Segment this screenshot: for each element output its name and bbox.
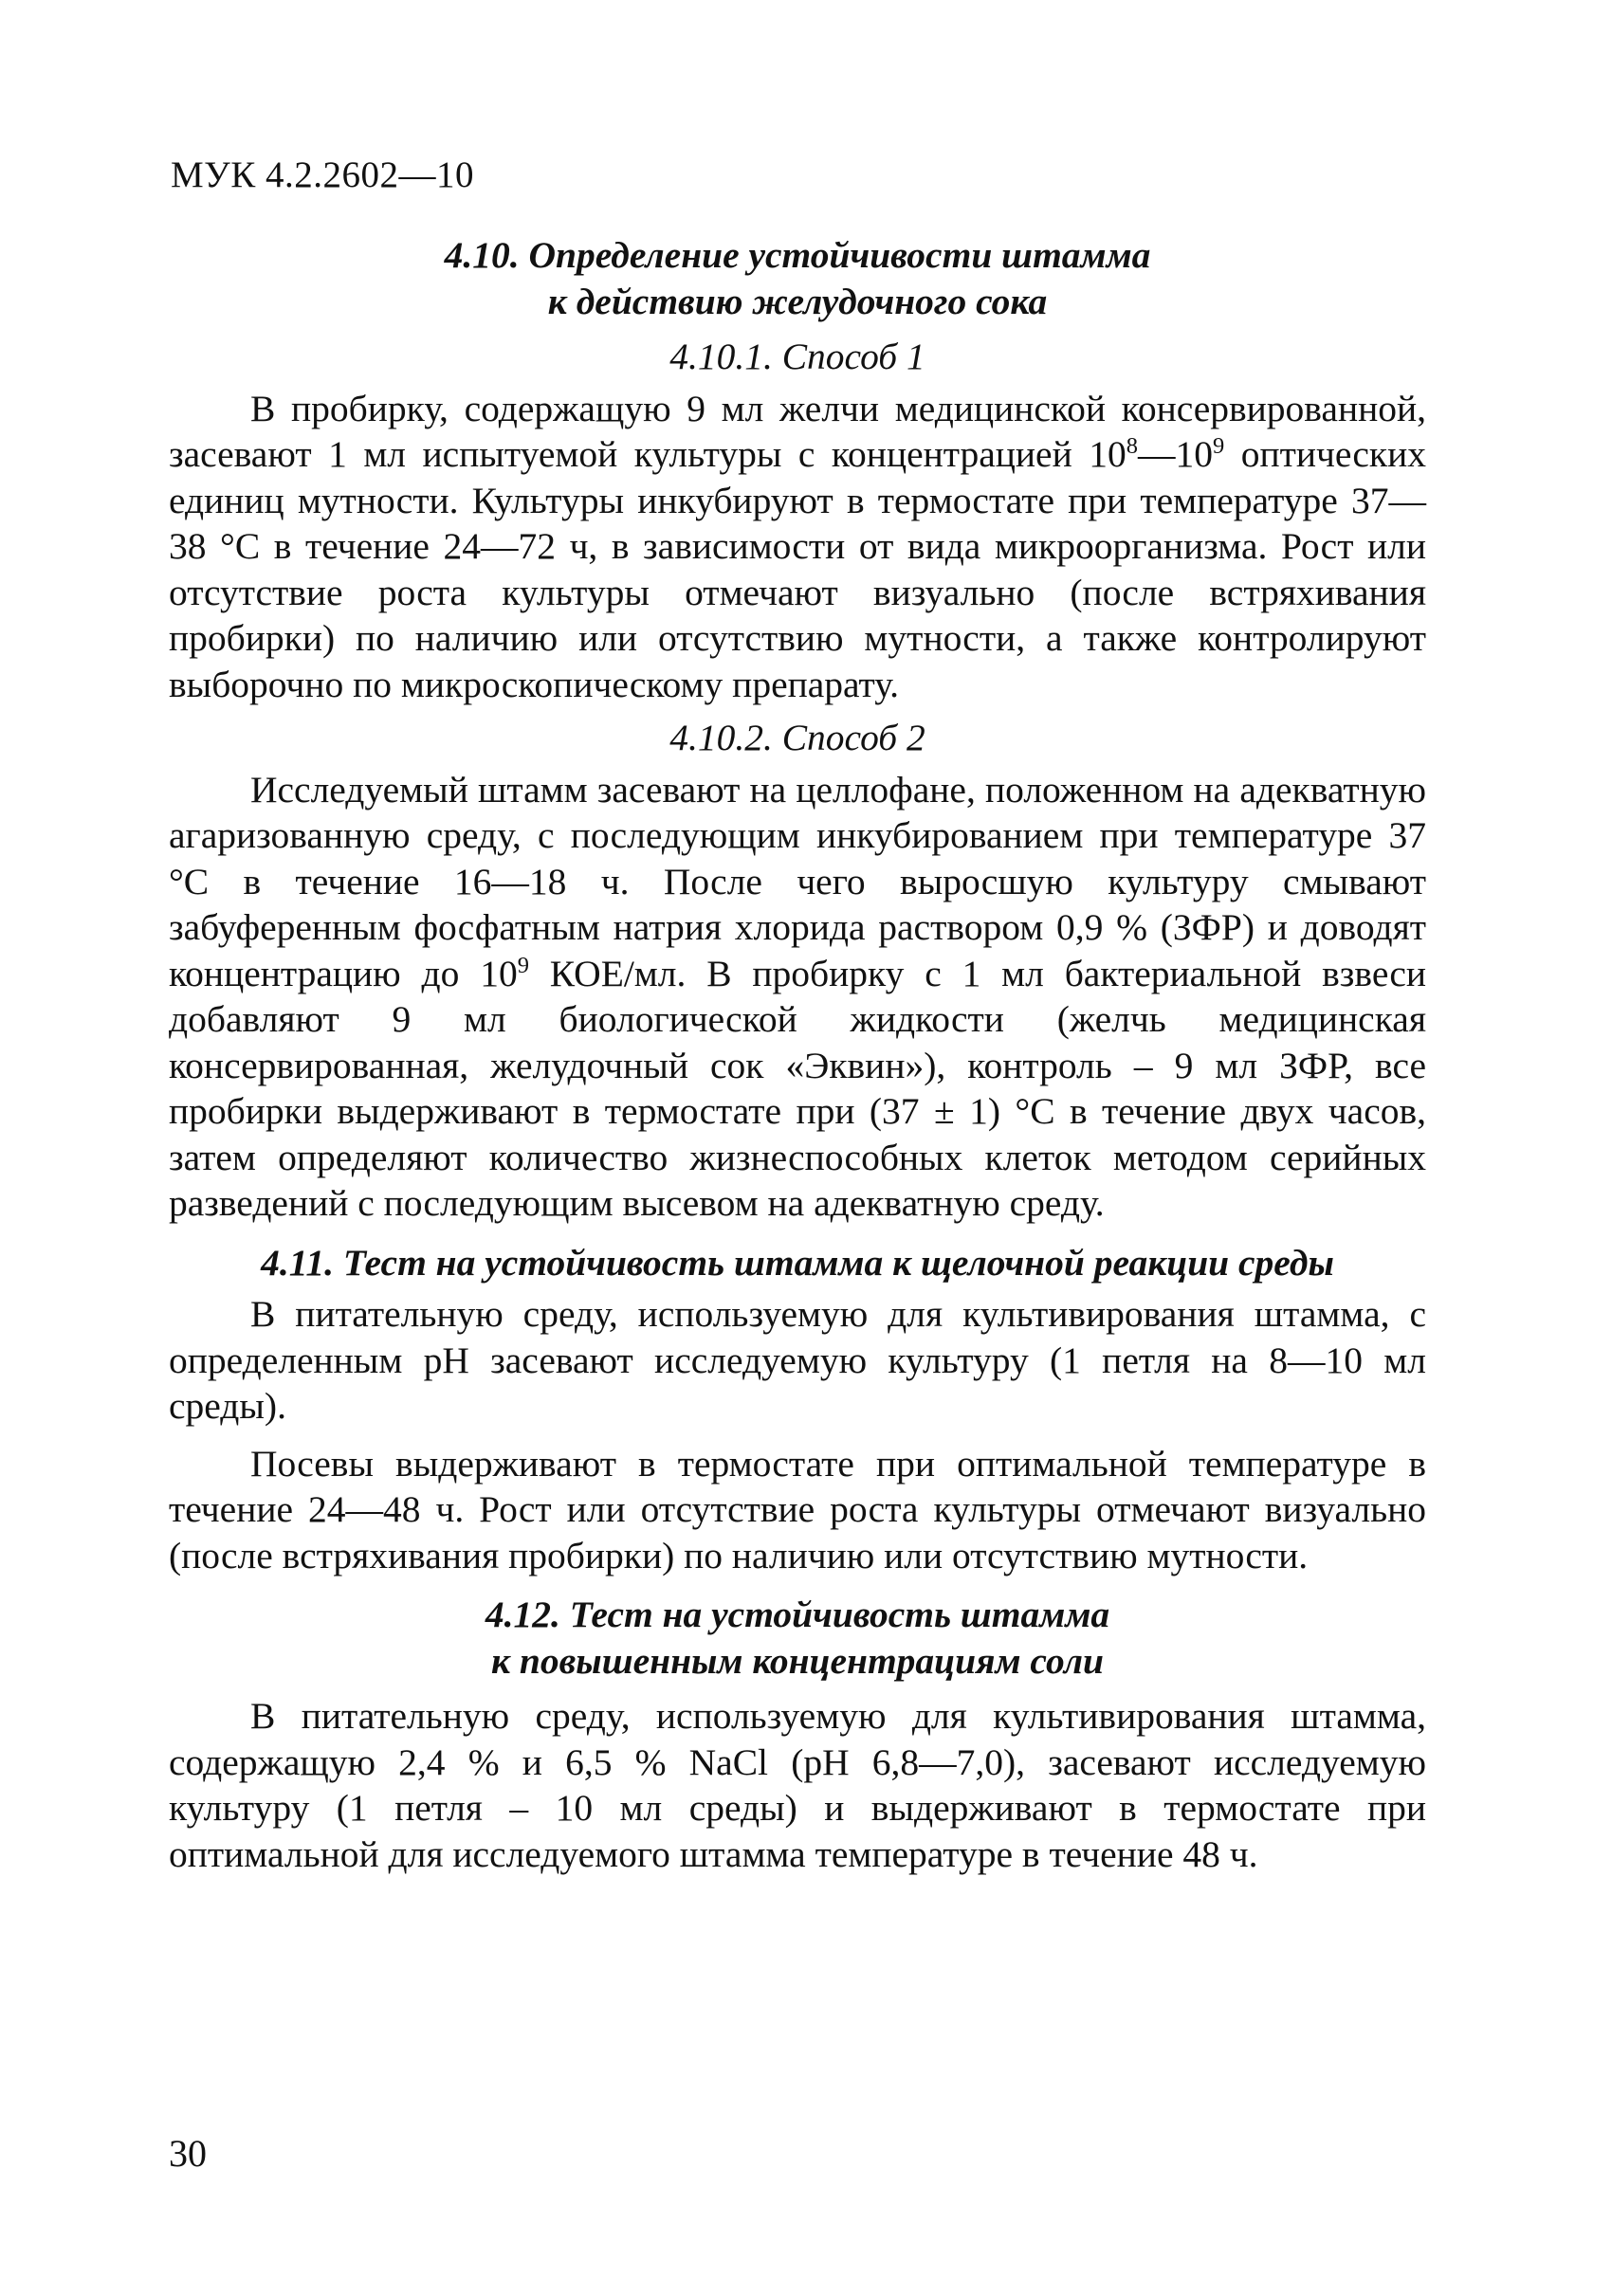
subsection-4-10-2-title: 4.10.2. Способ 2 — [669, 717, 925, 758]
superscript-8: 8 — [1126, 432, 1138, 459]
section-4-11-title: 4.11. Тест на устойчивость штамма к щелочной реакции среды — [261, 1241, 1334, 1284]
section-4-12-title-line2: к повышенным концентрациям соли — [491, 1639, 1104, 1682]
page-content — [169, 232, 1426, 1877]
section-4-11-paragraph-1: В питательную среду, используемую для культивирования штамма, с определенным рН засевают исследуемую культуру (1 петля на 8—10 мл среды). — [169, 1293, 1426, 1427]
section-4-12-paragraph-1: В питательную среду, используемую для культивирования штамма, содержащую 2,4 % и 6,5 % NaCl (рН 6,8—7,0), засевают исследуемую культуру (1 петля – 10 мл среды) и выдерживают в термостате при оптимальной для исследуемого штамма температуре в течение 48 ч. — [169, 1695, 1426, 1875]
subsection-4-10-1-title: 4.10.1. Способ 1 — [669, 336, 925, 377]
page-number: 30 — [169, 2132, 207, 2175]
superscript-9: 9 — [1212, 432, 1225, 459]
superscript-9: 9 — [517, 952, 529, 978]
paragraph-text: КОЕ/мл. В пробирку с 1 мл бактериальной взвеси добавляют 9 мл биологической жидкости (желчь медицинская консервированная, желудочный сок «Эквин»), контроль – 9 мл ЗФР, все пробирки выдерживают в термостате при (37 ± 1) °С в течение двух часов, затем определяют количество жизнеспособных клеток методом серийных разведений с последующим высевом на адекватную среду. — [169, 952, 1427, 1224]
document-code-header: МУК 4.2.2602—10 — [171, 155, 475, 195]
subsection-4-10-2-paragraph — [169, 767, 1426, 1227]
paragraph-text: В пробирку, содержащую 9 мл желчи медицинской консервированной, засевают 1 мл испытуемой культуры с концентрацией 10 — [169, 387, 1426, 475]
section-4-10-title-line2: к действию желудочного сока — [547, 280, 1048, 322]
paragraph-text: Исследуемый штамм засевают на целлофане, положенном на адекватную агаризованную среду, с последующим инкубированием при температуре 37 °С в течение 16—18 ч. После чего выросшую культуру смывают забуференным фосфатным натрия хлорида раствором 0,9 % (ЗФР) и доводят концентрацию до 10 — [169, 768, 1426, 994]
section-4-10-heading — [169, 232, 1426, 324]
subsection-4-10-1-paragraph — [169, 386, 1426, 708]
paragraph-text: оптических единиц мутности. Культуры инкубируют в термостате при температуре 37—38 °С в течение 24—72 ч, в зависимости от вида микроорганизма. Рост или отсутствие роста культуры отмечают визуально (после встряхивания пробирки) по наличию или отсутствию мутности, а также контролируют выборочно по микроскопическому препарату. — [169, 433, 1426, 705]
section-4-10-title-line1: 4.10. Определение устойчивости штамма — [444, 234, 1151, 276]
paragraph-text: —10 — [1137, 433, 1213, 475]
section-4-11-paragraph-2: Посевы выдерживают в термостате при оптимальной температуре в течение 24—48 ч. Рост или отсутствие роста культуры отмечают визуально (после встряхивания пробирки) по наличию или отсутствию мутности. — [169, 1442, 1426, 1576]
section-4-12-heading — [169, 1592, 1426, 1684]
section-4-12-title-line1: 4.12. Тест на устойчивость штамма — [485, 1594, 1110, 1635]
